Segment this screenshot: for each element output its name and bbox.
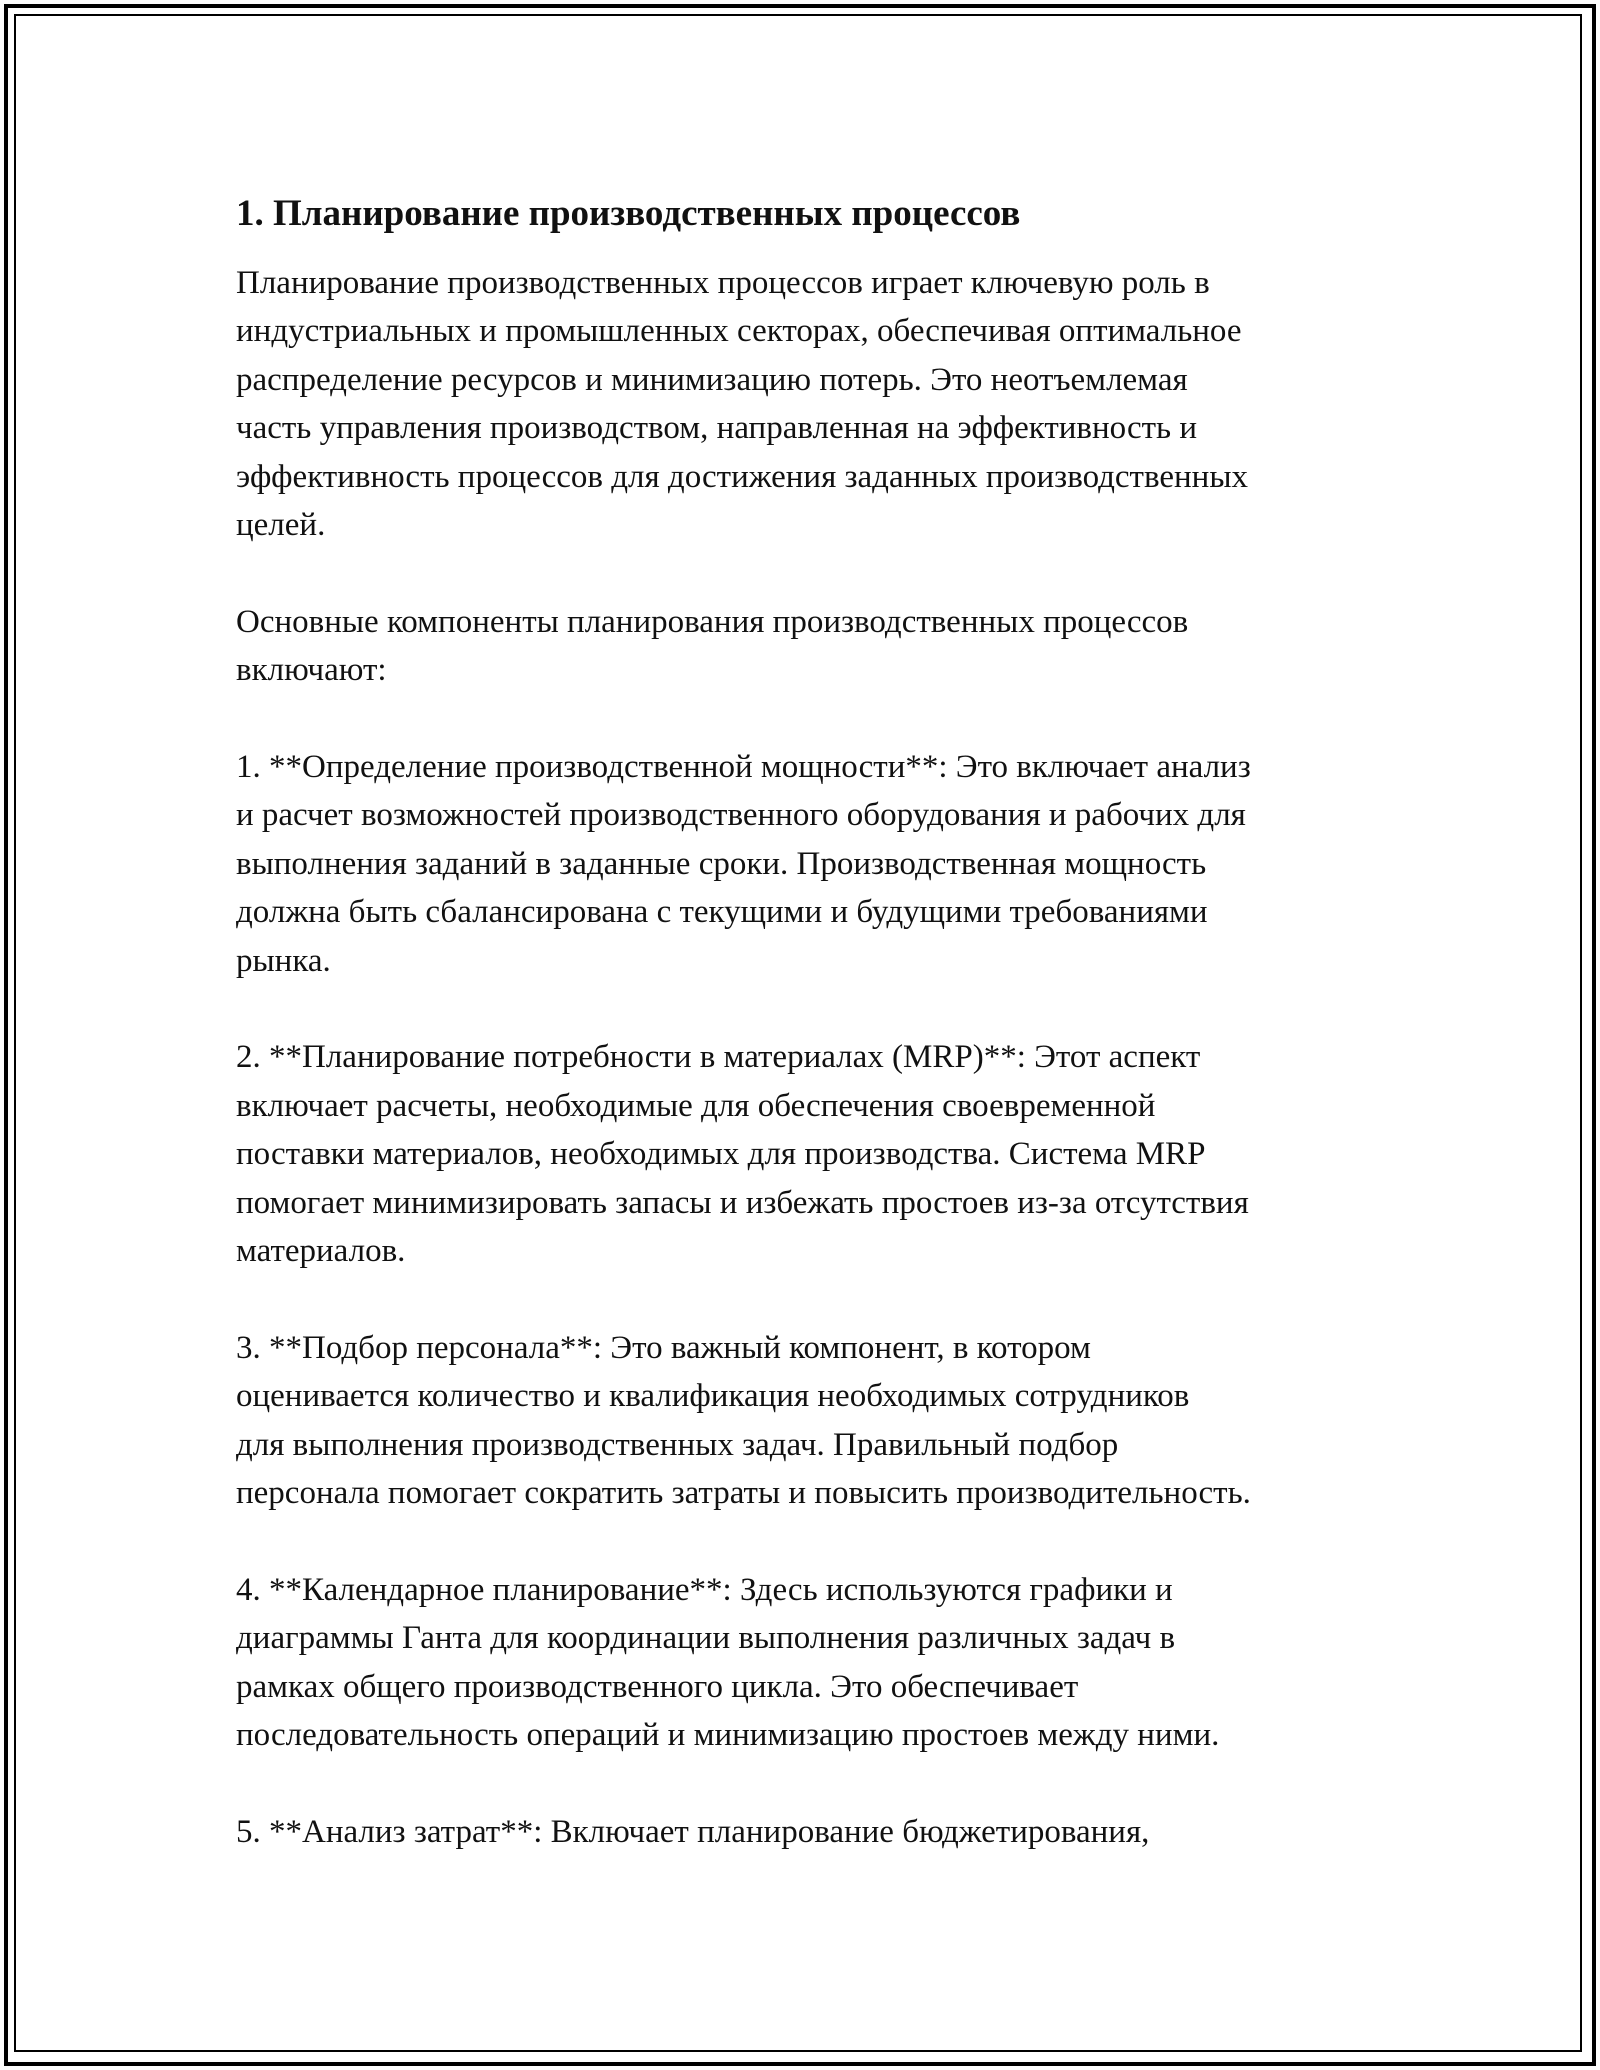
- text-line: рамках общего производственного цикла. Это обеспечивает: [236, 1668, 1079, 1705]
- text-line: поставки материалов, необходимых для производства. Система MRP: [236, 1136, 1206, 1173]
- text-line: последовательность операций и минимизацию простоев между ними.: [236, 1717, 1220, 1754]
- text-line: Основные компоненты планирования производственных процессов: [236, 603, 1189, 640]
- text-line: часть управления производством, направленная на эффективность и: [236, 410, 1198, 447]
- list-item-capacity: [236, 743, 1376, 985]
- list-item-staffing: [236, 1324, 1376, 1518]
- text-line: материалов.: [236, 1233, 406, 1270]
- text-line: Планирование производственных процессов играет ключевую роль в: [236, 265, 1210, 301]
- text-line: включает расчеты, необходимые для обеспечения своевременной: [236, 1087, 1156, 1124]
- text-line: целей.: [236, 507, 326, 544]
- intro-paragraph: [236, 259, 1376, 549]
- text-line: индустриальных и промышленных секторах, обеспечивая оптимальное: [236, 313, 1242, 350]
- text-line: 2. **Планирование потребности в материалах (MRP)**: Этот аспект: [236, 1039, 1201, 1076]
- text-line: персонала помогает сократить затраты и повысить производительность.: [236, 1475, 1251, 1512]
- text-line: 3. **Подбор персонала**: Это важный компонент, в котором: [236, 1329, 1091, 1366]
- list-item-cost-analysis: [236, 1808, 1376, 1856]
- text-line: распределение ресурсов и минимизацию потерь. Это неотъемлемая: [236, 361, 1188, 398]
- text-line: 1. **Определение производственной мощности**: Это включает анализ: [236, 749, 1251, 786]
- list-item-mrp: [236, 1033, 1376, 1275]
- text-line: помогает минимизировать запасы и избежать простоев из-за отсутствия: [236, 1184, 1249, 1221]
- text-line: оценивается количество и квалификация необходимых сотрудников: [236, 1378, 1190, 1415]
- text-line: включают:: [236, 652, 387, 689]
- document-body: [236, 187, 1376, 1905]
- text-line: выполнения заданий в заданные сроки. Производственная мощность: [236, 845, 1207, 882]
- text-line: эффективность процессов для достижения заданных производственных: [236, 458, 1249, 495]
- text-line: и расчет возможностей производственного оборудования и рабочих для: [236, 797, 1246, 834]
- list-item-scheduling: [236, 1566, 1376, 1760]
- text-line: 4. **Календарное планирование**: Здесь используются графики и: [236, 1571, 1173, 1608]
- section-heading: 1. Планирование производственных процессов: [236, 193, 1021, 234]
- text-line: диаграммы Ганта для координации выполнения различных задач в: [236, 1620, 1176, 1657]
- text-line: должна быть сбалансирована с текущими и будущими требованиями: [236, 894, 1208, 931]
- text-line: 5. **Анализ затрат**: Включает планирование бюджетирования,: [236, 1813, 1150, 1850]
- text-line: рынка.: [236, 942, 331, 979]
- components-intro-paragraph: [236, 598, 1376, 695]
- text-line: для выполнения производственных задач. Правильный подбор: [236, 1426, 1119, 1463]
